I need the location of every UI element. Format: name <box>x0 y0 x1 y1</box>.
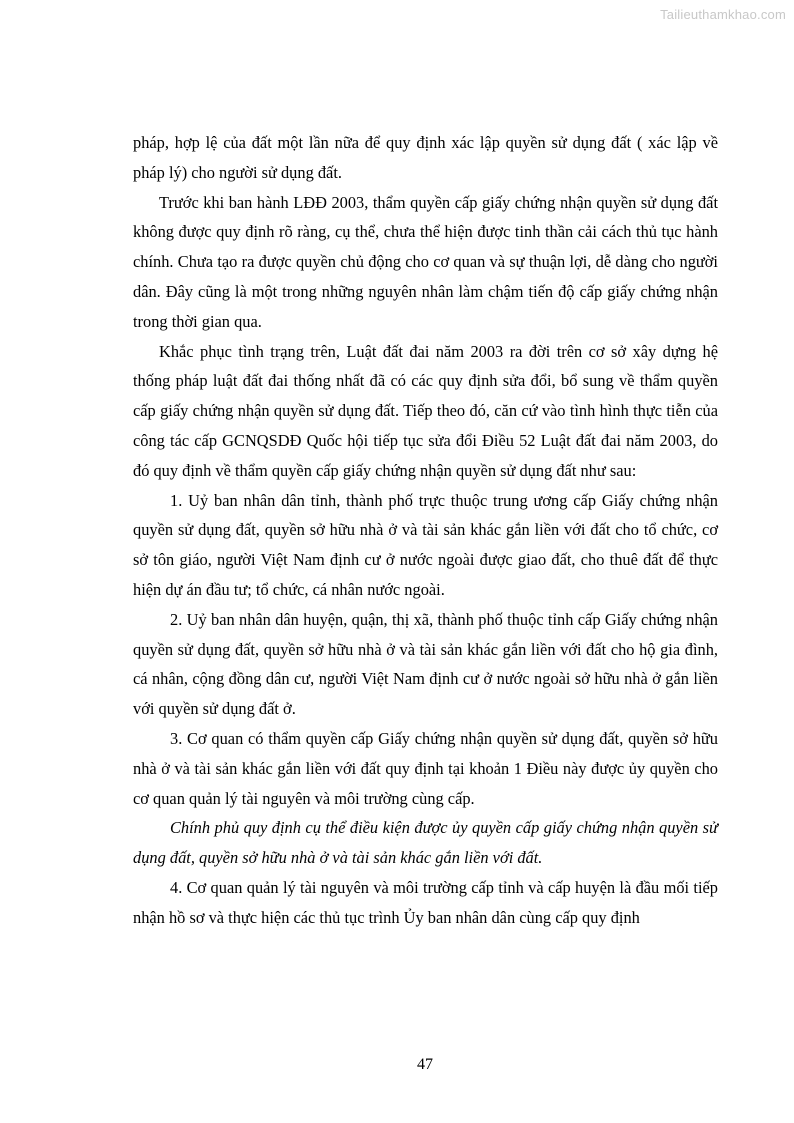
paragraph-government-regulation: Chính phủ quy định cụ thể điều kiện được ủy quyền cấp giấy chứng nhận quyền sử dụng đất, quyền sở hữu nhà ở và tài sản khác gắn liền với đất. <box>133 818 718 868</box>
watermark-text: Tailieuthamkhao.com <box>660 7 786 22</box>
paragraph-law-2003-remedy: Khắc phục tình trạng trên, Luật đất đai năm 2003 ra đời trên cơ sở xây dựng hệ thống pháp luật đất đai thống nhất đã có các quy định sửa đổi, bổ sung về thẩm quyền cấp giấy chứng nhận quyền sử dụng đất. Tiếp theo đó, căn cứ vào tình hình thực tiễn của công tác cấp GCNQSDĐ Quốc hội tiếp tục sửa đổi Điều 52 Luật đất đai năm 2003, do đó quy định về thẩm quyền cấp giấy chứng nhận quyền sử dụng đất như sau: <box>133 341 718 480</box>
clause-2-district-committee: 2. Uỷ ban nhân dân huyện, quận, thị xã, thành phố thuộc tỉnh cấp Giấy chứng nhận quyền sử dụng đất, quyền sở hữu nhà ở và tài sản khác gắn liền với đất cho hộ gia đình, cá nhân, cộng đồng dân cư, người Việt Nam định cư ở nước ngoài sở hữu nhà ở gắn liền với quyền sử dụng đất ở. <box>133 609 718 719</box>
document-body <box>133 128 718 933</box>
clause-3-authorization: 3. Cơ quan có thẩm quyền cấp Giấy chứng nhận quyền sử dụng đất, quyền sở hữu nhà ở và tài sản khác gắn liền với đất quy định tại khoản 1 Điều này được ủy quyền cho cơ quan quản lý tài nguyên và môi trường cùng cấp. <box>133 728 718 808</box>
paragraph-continuation: pháp, hợp lệ của đất một lần nữa để quy định xác lập quyền sử dụng đất ( xác lập về pháp lý) cho người sử dụng đất. <box>133 133 718 182</box>
clause-4-resources-agency: 4. Cơ quan quản lý tài nguyên và môi trường cấp tỉnh và cấp huyện là đầu mối tiếp nhận hồ sơ và thực hiện các thủ tục trình Ủy ban nhân dân cùng cấp quy định <box>133 877 718 927</box>
clause-1-provincial-committee: 1. Uỷ ban nhân dân tỉnh, thành phố trực thuộc trung ương cấp Giấy chứng nhận quyền sử dụng đất, quyền sở hữu nhà ở và tài sản khác gắn liền với đất cho tổ chức, cơ sở tôn giáo, người Việt Nam định cư ở nước ngoài được giao đất, cho thuê đất để thực hiện dự án đầu tư; tổ chức, cá nhân nước ngoài. <box>133 490 718 599</box>
page-number: 47 <box>417 1056 433 1073</box>
paragraph-before-law-2003: Trước khi ban hành LĐĐ 2003, thẩm quyền cấp giấy chứng nhận quyền sử dụng đất không được quy định rõ ràng, cụ thể, chưa thể hiện được tinh thần cải cách thủ tục hành chính. Chưa tạo ra được quyền chủ động cho cơ quan và sự thuận lợi, dễ dàng cho người dân. Đây cũng là một trong những nguyên nhân làm chậm tiến độ cấp giấy chứng nhận trong thời gian qua. <box>133 192 718 331</box>
